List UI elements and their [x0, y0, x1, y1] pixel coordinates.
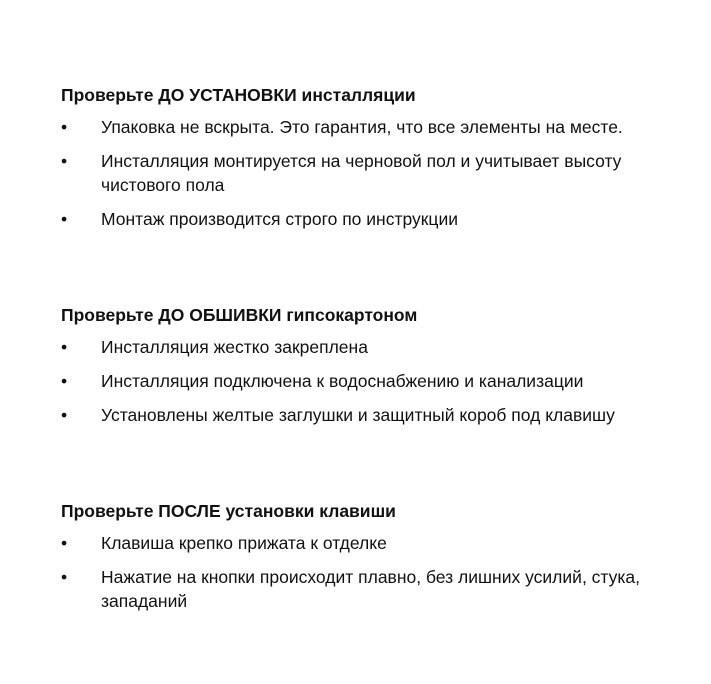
- list-item-text: Клавиша крепко прижата к отделке: [101, 533, 387, 553]
- list-item: [61, 207, 671, 231]
- section-before-drywall: [61, 304, 671, 437]
- bullet-icon: •: [61, 117, 68, 137]
- checklist: [61, 335, 671, 427]
- section-heading: Проверьте ПОСЛЕ установки клавиши: [61, 501, 396, 521]
- section-heading: Проверьте ДО УСТАНОВКИ инсталляции: [61, 85, 416, 105]
- list-item-text: Монтаж производится строго по инструкции: [101, 209, 458, 229]
- bullet-icon: •: [61, 371, 68, 391]
- bullet-icon: •: [61, 533, 68, 553]
- list-item: [61, 531, 671, 555]
- list-item-text: Инсталляция монтируется на черновой пол и учитывает высоту чистового пола: [101, 151, 622, 195]
- bullet-icon: •: [61, 405, 68, 425]
- list-item: [61, 403, 671, 427]
- checklist: [61, 531, 671, 613]
- bullet-icon: •: [61, 209, 68, 229]
- bullet-icon: •: [61, 151, 68, 171]
- list-item: [61, 565, 671, 613]
- list-item-text: Упаковка не вскрыта. Это гарантия, что все элементы на месте.: [101, 117, 623, 137]
- list-item-text: Нажатие на кнопки происходит плавно, без лишних усилий, стука, западаний: [101, 567, 641, 611]
- section-before-installation: [61, 84, 671, 241]
- section-after-button-installation: [61, 500, 671, 623]
- list-item-text: Инсталляция подключена к водоснабжению и канализации: [101, 371, 584, 391]
- section-heading: Проверьте ДО ОБШИВКИ гипсокартоном: [61, 305, 418, 325]
- bullet-icon: •: [61, 567, 68, 587]
- bullet-icon: •: [61, 337, 68, 357]
- list-item: [61, 369, 671, 393]
- list-item-text: Инсталляция жестко закреплена: [101, 337, 368, 357]
- list-item: [61, 149, 671, 197]
- list-item: [61, 115, 671, 139]
- list-item-text: Установлены желтые заглушки и защитный короб под клавишу: [101, 405, 615, 425]
- checklist: [61, 115, 671, 231]
- list-item: [61, 335, 671, 359]
